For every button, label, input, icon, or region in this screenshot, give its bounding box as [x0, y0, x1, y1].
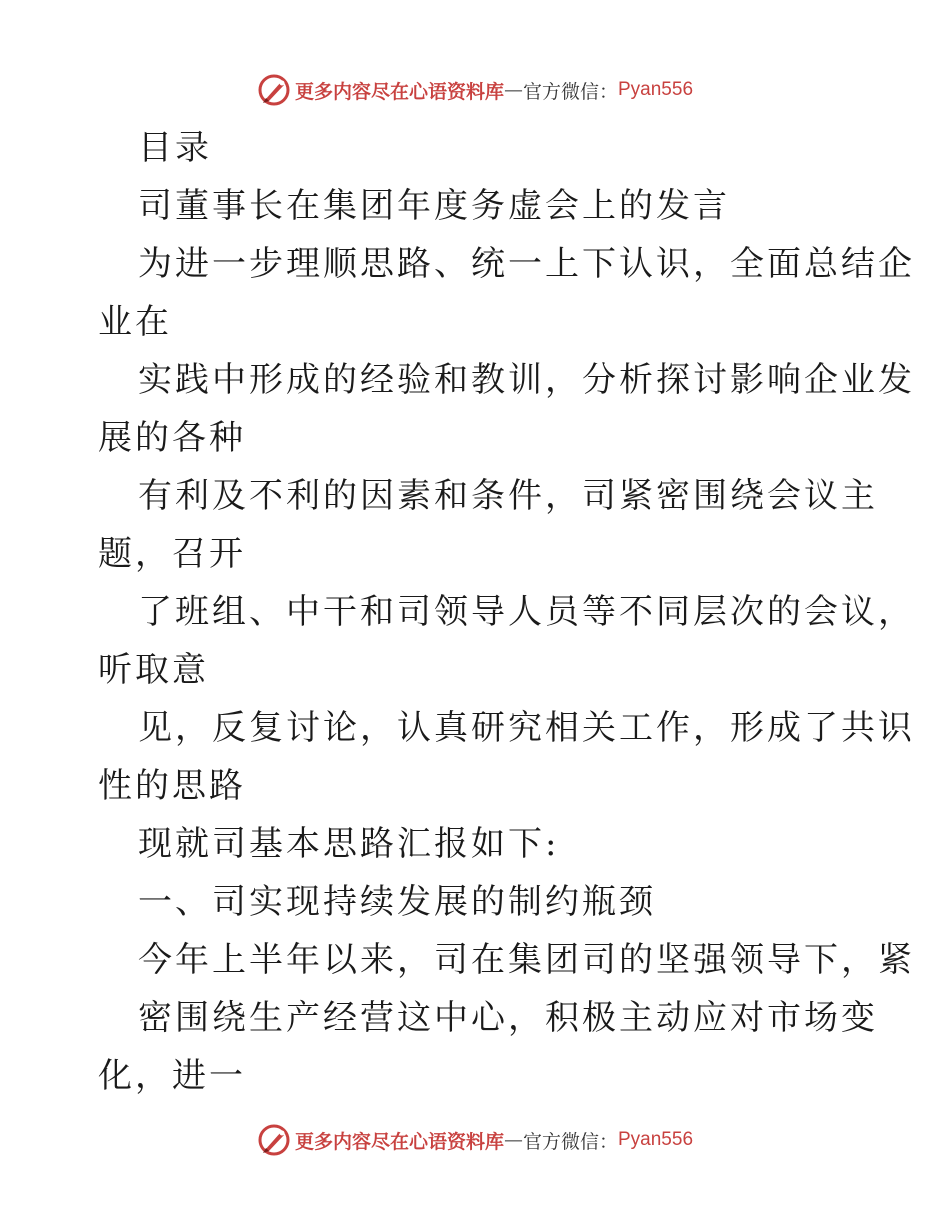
paragraph-line: 了班组、中干和司领导人员等不同层次的会议，	[138, 592, 915, 632]
watermark-label: 官方微信：	[522, 80, 618, 103]
quill-pen-logo-icon	[257, 73, 291, 107]
watermark-wechat-id: Pyan556	[618, 79, 694, 100]
paragraph-line: 今年上半年以来，司在集团司的坚强领导下，紧	[138, 940, 915, 980]
paragraph-line: 题，召开	[98, 534, 246, 574]
paragraph-line: 为进一步理顺思路、统一上下认识，全面总结企	[138, 244, 915, 284]
quill-pen-logo-icon	[257, 1123, 291, 1157]
paragraph-line: 展的各种	[98, 418, 246, 458]
paragraph-line: 业在	[98, 302, 172, 342]
header-watermark	[0, 70, 950, 110]
paragraph-line: 有利及不利的因素和条件，司紧密围绕会议主	[138, 476, 878, 516]
paragraph-line: 现就司基本思路汇报如下:	[138, 824, 560, 864]
paragraph-line: 实践中形成的经验和教训，分析探讨影响企业发	[138, 360, 915, 400]
watermark-main-text: 更多内容尽在心语资料库	[294, 80, 504, 103]
watermark-wechat-id: Pyan556	[618, 1129, 694, 1150]
watermark-main-text: 更多内容尽在心语资料库	[294, 1130, 504, 1153]
document-title: 司董事长在集团年度务虚会上的发言	[138, 186, 730, 226]
paragraph-line: 见，反复讨论，认真研究相关工作，形成了共识	[138, 708, 915, 748]
watermark-label: 官方微信：	[522, 1130, 618, 1153]
paragraph-line: 听取意	[98, 650, 209, 690]
section-heading: 一、司实现持续发展的制约瓶颈	[138, 882, 656, 922]
paragraph-line: 性的思路	[98, 766, 246, 806]
paragraph-line: 密围绕生产经营这中心，积极主动应对市场变	[138, 998, 878, 1038]
watermark-dash: —	[503, 1129, 523, 1151]
footer-watermark	[0, 1120, 950, 1160]
toc-heading: 目录	[138, 128, 212, 168]
document-body	[98, 119, 915, 1105]
watermark-dash: —	[503, 79, 523, 101]
paragraph-line: 化，进一	[98, 1056, 246, 1096]
